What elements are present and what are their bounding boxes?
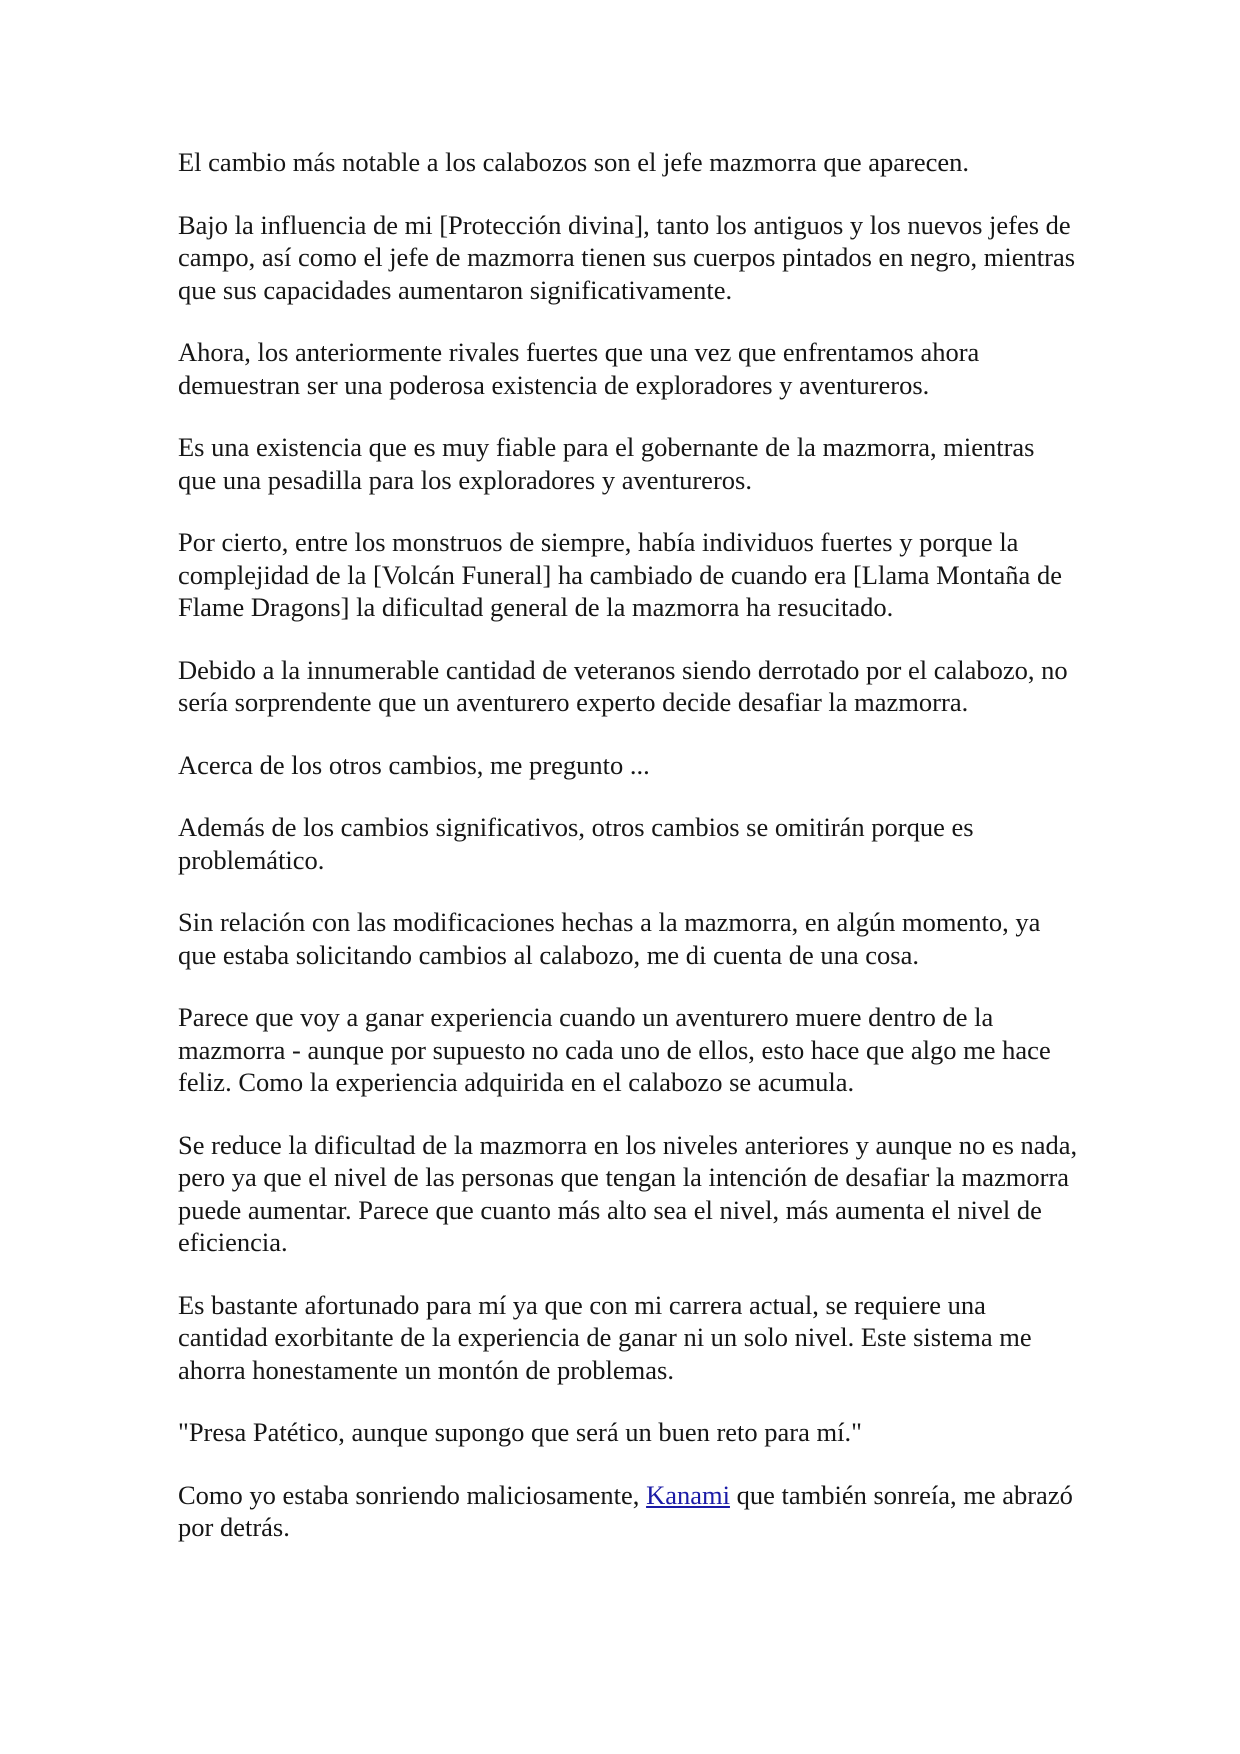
kanami-link[interactable]: Kanami — [646, 1479, 730, 1510]
paragraph-12: Es bastante afortunado para mí ya que con mi carrera actual, se requiere una cantidad exorbitante de la experiencia de ganar ni un solo nivel. Este sistema me ahorra honestamente un montón de problemas. — [178, 1289, 1032, 1385]
paragraph-13: "Presa Patético, aunque supongo que será un buen reto para mí." — [178, 1417, 862, 1447]
paragraph-1: El cambio más notable a los calabozos son el jefe mazmorra que aparecen. — [178, 147, 969, 177]
paragraph-4: Es una existencia que es muy fiable para el gobernante de la mazmorra, mientras que una pesadilla para los exploradores y aventureros. — [178, 432, 1035, 495]
paragraph-11: Se reduce la dificultad de la mazmorra en los niveles anteriores y aunque no es nada, pero ya que el nivel de las personas que tengan la intención de desafiar la mazmorra puede aumentar. Parece que cuanto más alto sea el nivel, más aumenta el nivel de eficiencia. — [178, 1129, 1078, 1257]
document-body — [178, 146, 1078, 1574]
paragraph-5: Por cierto, entre los monstruos de siempre, había individuos fuertes y porque la complejidad de la [Volcán Funeral] ha cambiado de cuando era [Llama Montaña de Flame Dragons] la dificultad general de la mazmorra ha resucitado. — [178, 527, 1062, 622]
paragraph-14 — [178, 1479, 1078, 1544]
paragraph-8: Además de los cambios significativos, otros cambios se omitirán porque es problemático. — [178, 812, 974, 875]
paragraph-9: Sin relación con las modificaciones hechas a la mazmorra, en algún momento, ya que estaba solicitando cambios al calabozo, me di cuenta de una cosa. — [178, 907, 1041, 970]
paragraph-10: Parece que voy a ganar experiencia cuando un aventurero muere dentro de la mazmorra - aunque por supuesto no cada uno de ellos, esto hace que algo me hace feliz. Como la experiencia adquirida en el calabozo se acumula. — [178, 1002, 1051, 1097]
paragraph-6: Debido a la innumerable cantidad de veteranos siendo derrotado por el calabozo, no sería sorprendente que un aventurero experto decide desafiar la mazmorra. — [178, 654, 1068, 717]
paragraph-3: Ahora, los anteriormente rivales fuertes que una vez que enfrentamos ahora demuestran ser una poderosa existencia de exploradores y aventureros. — [178, 337, 980, 400]
paragraph-14-text-before-link: Como yo estaba sonriendo maliciosamente, — [178, 1479, 647, 1510]
paragraph-2: Bajo la influencia de mi [Protección divina], tanto los antiguos y los nuevos jefes de campo, así como el jefe de mazmorra tienen sus cuerpos pintados en negro, mientras que sus capacidades aumentaron significativamente. — [178, 209, 1076, 305]
paragraph-7: Acerca de los otros cambios, me pregunto ... — [178, 749, 650, 780]
paragraph-14-text-after-link: que también sonreía, me abrazó por detrás. — [178, 1479, 1073, 1542]
